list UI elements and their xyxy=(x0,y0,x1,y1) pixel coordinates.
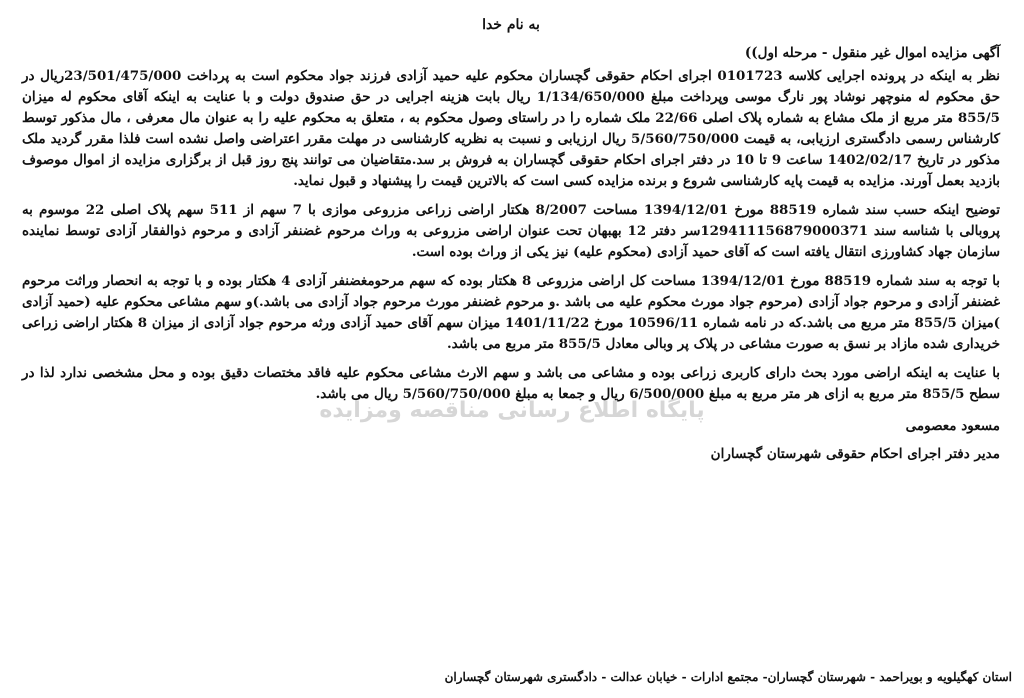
signer-title: مدیر دفتر اجرای احکام حقوقی شهرستان گچساران xyxy=(710,446,1000,462)
signer-name: مسعود معصومی xyxy=(905,418,1000,434)
notice-body xyxy=(22,14,1000,465)
doc-heading: به نام خدا xyxy=(482,17,540,33)
paragraph-3: با توجه به سند شماره 88519 مورخ 1394/12/01 مساحت کل اراضی مزروعی 8 هکتار بوده که سهم مرحومغضنفر آزادی 4 هکتار بوده و با توجه به انحصار وراثت مرحوم غضنفر آزادی و مرحوم جواد آزادی (مرحوم جواد مورث محکوم علیه می باشد .و مرحوم غضنفر مورث مرحوم جواد آزادی می باشد.)و سهم مشاعی محکوم علیه (حمید آزادی )میزان 855/5 متر مربع می باشد.که در نامه شماره 10596/11 مورخ 1401/11/22 میزان سهم آقای حمید آزادی ورثه مرحوم جواد آزادی از میزان 8 هکتار اراضی زراعی خریداری شده مازاد بر نسق به صورت مشاعی در پلاک پر وبالی معادل 855/5 متر مربع می باشد. xyxy=(22,273,1001,352)
paragraph-4: با عنایت به اینکه اراضی مورد بحث دارای کاربری زراعی بوده و مشاعی می باشد و سهم الارث مشاعی محکوم علیه فاقد مختصات دقیق بوده و محل مشخصی ندارد لذا در سطح 855/5 متر مربع به ازای هر متر مربع به مبلغ 6/500/000 ریال و جمعا به مبلغ 5/560/750/000 ریال می باشد. xyxy=(22,365,1000,402)
doc-title: آگهی مزایده اموال غیر منقول - مرحله اول)) xyxy=(744,45,1000,61)
watermark: پایگاه اطلاع رسانی مناقصه ومزایده xyxy=(319,398,705,423)
footer-address: استان کهگیلویه و بویراحمد - شهرستان گچساران- مجتمع ادارات - خیابان عدالت - دادگستری شهرستان گچساران xyxy=(444,670,1012,684)
paragraph-1: نظر به اینکه در پرونده اجرایی کلاسه 0101723 اجرای احکام حقوقی گچساران محکوم علیه حمید آزادی فرزند جواد محکوم است به پرداخت 23/501/475/000ریال در حق محکوم له منوچهر نوشاد پور نارگ موسی وپرداخت مبلغ 1/134/650/000 ریال بابت هزینه اجرایی در حق صندوق دولت و با عنایت به اینکه آقای محکوم له میزان 855/5 متر مربع از ملک مشاع به شماره پلاک اصلی 22/66 ملک شماره را در راستای وصول محکوم به ، متعلق به محکوم علیه را به عنوان مال معرفی ، مال مذکور توسط کارشناس رسمی دادگستری ارزیابی، به قیمت 5/560/750/000 ریال ارزیابی و نسبت به نظریه کارشناسی در مهلت مقرر اعتراضی واصل نشده است فلذا مقرر گردید ملک مذکور در تاریخ 1402/02/17 ساعت 9 تا 10 در دفتر اجرای احکام حقوقی گچساران به فروش بر سد.متقاضیان می توانند پنج روز قبل از برگزاری مزایده از اموال موصوف بازدید بعمل آورند. مزایده به قیمت پایه کارشناسی شروع و برنده مزایده کسی است که بالاترین قیمت را پیشنهاد و قبول نماید. xyxy=(22,68,1000,189)
paragraph-2: توضیح اینکه حسب سند شماره 88519 مورخ 1394/12/01 مساحت 8/2007 هکتار اراضی زراعی مزروعی موازی با 7 سهم از 511 سهم پلاک اصلی 22 موسوم به پروبالی با شناسه سند 129411156879000371سر دفتر 12 بهبهان تحت عنوان اراضی مزروعی به وراث مرحوم غضنفر آزادی و مرحوم ذوالفقار آزادی توسط نماینده سازمان جهاد کشاورزی انتقال یافته است که آقای حمید آزادی (محکوم علیه) نیز یکی از وراث بوده است. xyxy=(22,202,1001,260)
